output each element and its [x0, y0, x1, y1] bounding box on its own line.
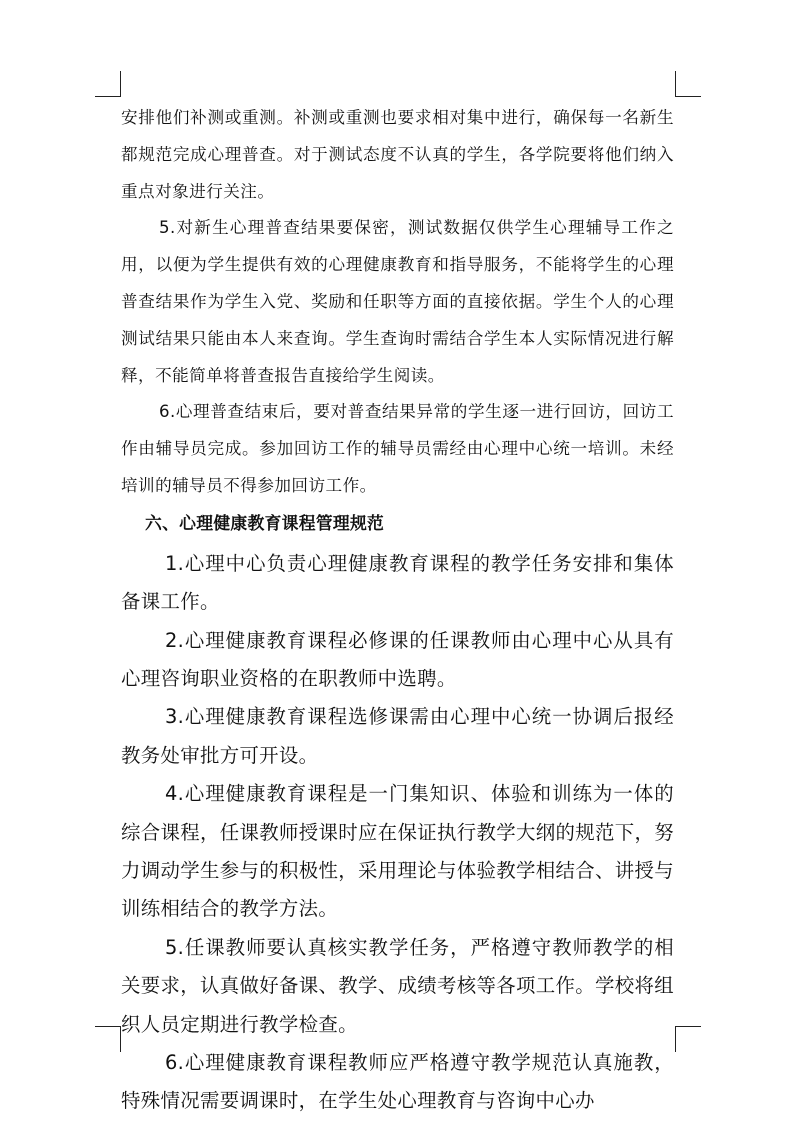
- course-paragraph-2: 2.心理健康教育课程必修课的任课教师由心理中心从具有心理咨询职业资格的在职教师中选聘。: [121, 628, 674, 690]
- course-paragraph-5: 5.任课教师要认真核实教学任务，严格遵守教师教学的相关要求，认真做好备课、教学、成绩考核等各项工作。学校将组织人员定期进行教学检查。: [121, 935, 674, 1036]
- previous-section-continuation: [121, 100, 674, 505]
- paragraph-item-6: 6.心理普查结束后，要对普查结果异常的学生逐一进行回访，回访工作由辅导员完成。参加回访工作的辅导员需经由心理中心统一培训。未经培训的辅导员不得参加回访工作。: [121, 402, 674, 495]
- course-paragraph-4: 4.心理健康教育课程是一门集知识、体验和训练为一体的综合课程，任课教师授课时应在保证执行教学大纲的规范下，努力调动学生参与的积极性，采用理论与体验教学相结合、讲授与训练相结合的教学方法。: [121, 782, 674, 921]
- paragraph-item-5: 5.对新生心理普查结果要保密，测试数据仅供学生心理辅导工作之用，以便为学生提供有效的心理健康教育和指导服务，不能将学生的心理普查结果作为学生入党、奖励和任职等方面的直接依据。学生个人的心理测试结果只能由本人来查询。学生查询时需结合学生本人实际情况进行解释，不能简单将普查报告直接给学生阅读。: [121, 218, 674, 385]
- crop-mark-bottom-left: [95, 1026, 121, 1052]
- crop-mark-bottom-right: [675, 1026, 701, 1052]
- page-body: [121, 100, 674, 1121]
- section-heading: 六、心理健康教育课程管理规范: [145, 512, 385, 533]
- course-management-section: [121, 545, 674, 1121]
- course-paragraph-3: 3.心理健康教育课程选修课需由心理中心统一协调后报经教务处审批方可开设。: [121, 705, 674, 767]
- paragraph-continued: 安排他们补测或重测。补测或重测也要求相对集中进行，确保每一名新生都规范完成心理普查。对于测试态度不认真的学生，各学院要将他们纳入重点对象进行关注。: [121, 108, 674, 201]
- crop-mark-top-left: [95, 71, 121, 97]
- crop-mark-top-right: [675, 71, 701, 97]
- course-paragraph-6: 6.心理健康教育课程教师应严格遵守教学规范认真施教，特殊情况需要调课时，在学生处心理教育与咨询中心办: [121, 1051, 674, 1113]
- course-paragraph-1: 1.心理中心负责心理健康教育课程的教学任务安排和集体备课工作。: [121, 551, 674, 614]
